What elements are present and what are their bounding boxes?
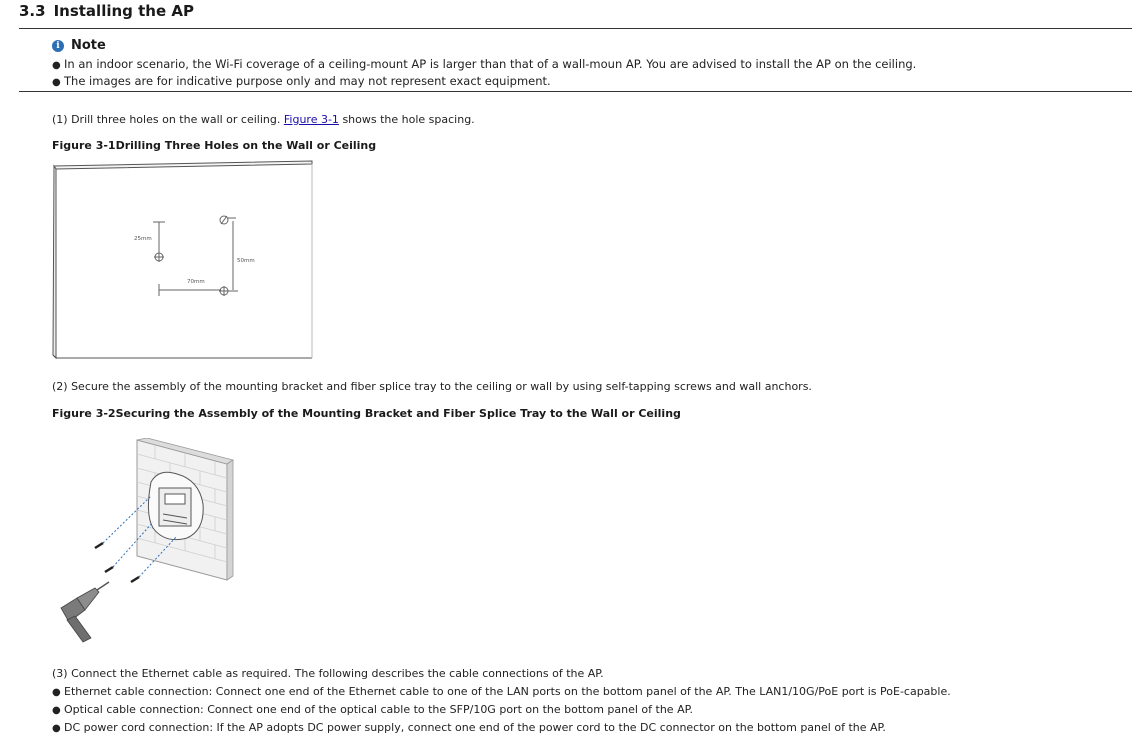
dim-label-25mm: 25mm	[134, 236, 152, 242]
bullet-icon: ●	[52, 705, 61, 716]
info-icon: i	[52, 40, 64, 52]
step-3-item: ● Optical cable connection: Connect one end of the optical cable to the SFP/10G port on the bottom panel of the AP.	[52, 703, 694, 716]
electric-drill	[61, 582, 109, 642]
step-3-intro: (3) Connect the Ethernet cable as required. The following describes the cable connections of the AP.	[52, 667, 604, 680]
heading-rule	[19, 28, 1132, 29]
note-rule	[19, 91, 1132, 92]
figure-3-2-bracket-install-illustration	[55, 438, 235, 644]
figure-3-2-caption: Figure 3-2Securing the Assembly of the Mounting Bracket and Fiber Splice Tray to the Wall or Ceiling	[52, 407, 681, 420]
wall-panel	[53, 161, 312, 358]
bullet-icon: ●	[52, 60, 61, 71]
dim-label-50mm: 50mm	[237, 258, 255, 264]
step-2-text: (2) Secure the assembly of the mounting bracket and fiber splice tray to the ceiling or wall by using self-tapping screws and wall anchors.	[52, 380, 812, 393]
step-1-text: (1) Drill three holes on the wall or ceiling. Figure 3-1 shows the hole spacing.	[52, 113, 475, 126]
bullet-icon: ●	[52, 687, 61, 698]
step-3-item: ● DC power cord connection: If the AP adopts DC power supply, connect one end of the power cord to the DC connector on the bottom panel of the AP.	[52, 721, 886, 734]
section-heading	[19, 2, 194, 20]
note-header	[52, 38, 106, 56]
bullet-icon: ●	[52, 77, 61, 88]
note-item: ● The images are for indicative purpose only and may not represent exact equipment.	[52, 74, 551, 88]
figure-3-1-drill-diagram	[50, 158, 318, 360]
note-title: Note	[71, 38, 106, 53]
step-3-item: ● Ethernet cable connection: Connect one end of the Ethernet cable to one of the LAN ports on the bottom panel of the AP. The LAN1/10G/PoE port is PoE-capable.	[52, 685, 951, 698]
note-item: ● In an indoor scenario, the Wi-Fi coverage of a ceiling-mount AP is larger than that of a wall-moun AP. You are advised to install the AP on the ceiling.	[52, 57, 917, 71]
screws	[95, 543, 139, 582]
section-title: Installing the AP	[53, 2, 194, 20]
figure-3-1-caption: Figure 3-1Drilling Three Holes on the Wall or Ceiling	[52, 139, 377, 152]
section-number: 3.3	[19, 2, 46, 20]
bullet-icon: ●	[52, 723, 61, 734]
figure-3-1-link[interactable]: Figure 3-1	[283, 113, 339, 126]
dim-label-70mm: 70mm	[187, 279, 205, 285]
